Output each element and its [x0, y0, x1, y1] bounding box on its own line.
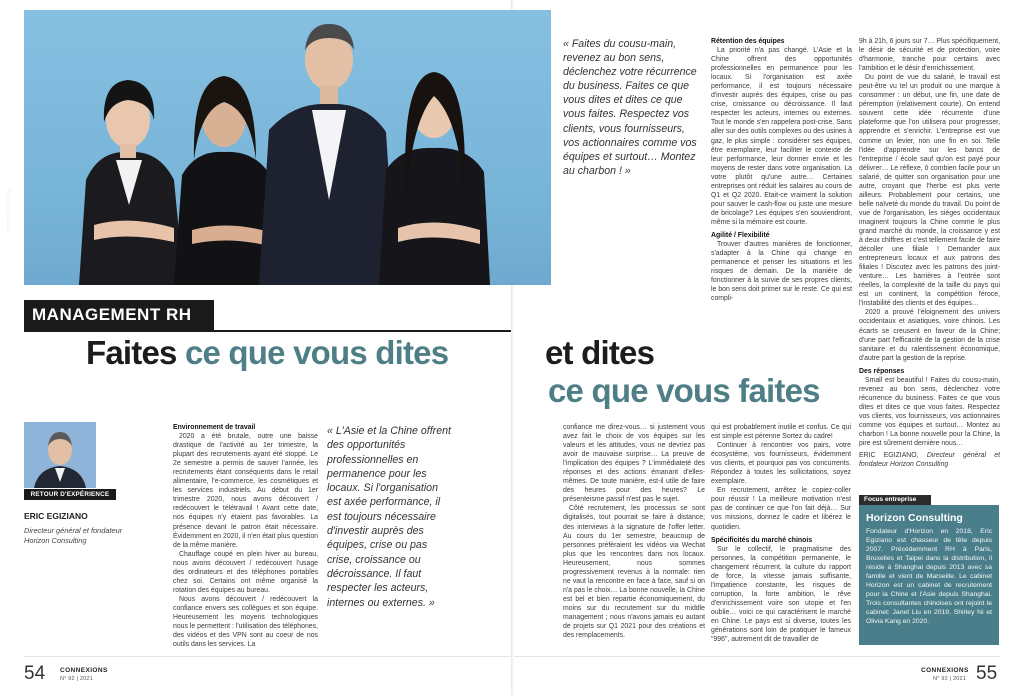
paragraph: Nous avons découvert / redécouvert la confiance envers ses collègues et son équipe. Heureusement les moyens technologiques nous le permettent : l'utilisation des téléphones, des vidéos et des VPN sont au coeur de nos outils dans les services. La: [173, 595, 318, 649]
team-photo: [24, 10, 551, 285]
headline-part-3: et dites: [545, 334, 655, 371]
paragraph: confiance me direz-vous… si justement vous avez fait le choix de vos équipes sur les valeurs et les attitudes, vous ne devriez pas avoir de mauvaise surprise… La preuve de l'implication des équipes ? L'immédiateté des réponses et des actions émanant d'elles-mêmes. De toute manière, est-il utile de faire des heures pour des heures? Le présenteisme passif n'est pas le sujet.: [563, 424, 705, 504]
signature-name: ERIC EGIZIANO,: [859, 452, 919, 460]
page-number-right: 55: [976, 663, 998, 684]
subheading: Environnement de travail: [173, 424, 256, 431]
focus-box: [859, 505, 999, 645]
author-name: ERIC EGIZIANO: [24, 511, 88, 521]
article-column-4: [711, 423, 851, 645]
headline-line-1: [86, 332, 448, 374]
pull-quote-top: « Faites du cousu-main, revenez au bon sens, déclenchez votre récurrence du business. Faites ce que vous dites et dites ce que vous faites. Respectez vos clients, vous fournisseurs, vos actionnaires comme vos équipes et surtout… Montez au charbon ! »: [563, 38, 697, 177]
person-4: [379, 72, 490, 285]
paragraph: En recrutement, arrêtez le copiez-coller pour réussir ! La meilleure motivation n'est pas de continuer ce que l'on fait déjà… Sur vos missions, donnez le cadre et libérez le quotidien.: [711, 487, 851, 531]
subheading: Spécificités du marché chinois: [711, 536, 813, 544]
author-portrait: [24, 422, 96, 488]
headline-part-4: ce que vous faites: [548, 372, 820, 409]
section-label: MANAGEMENT RH: [24, 300, 214, 330]
article-column-1: [173, 423, 318, 649]
focus-title: Horizon Consulting: [866, 512, 963, 524]
footer-rule-right: [514, 656, 1000, 657]
paragraph: Sur le collectif, le pragmatisme des personnes, la compétition permanente, le changement récurrent, la culture du rapport de force, la vitesse jamais suffisante, l'impatience constante, les risques de corruption, la forte ambition, le rêve d'enrichissement voire son utopie et l'en oublie… voici ce qui caractérisent le marché en Chine. Le pays est si diverse, toutes les générations sont loin de pratiquer le fameux "996", autrement dit de travailler de: [711, 545, 851, 644]
paragraph: Trouver d'autres manières de fonctionner, s'adapter à la Chine qui change en permanence et penser les situations et les risques de demain. De la manière de fonctionner à la survie de ses propres clients, le bon sens doit primer sur le reste. Ce qui est compli-: [711, 241, 852, 303]
subheading: Des réponses: [859, 367, 905, 375]
magazine-issue: N° 92 | 2021: [933, 676, 966, 682]
magazine-name-left: [60, 667, 108, 683]
headline-part-1: Faites: [86, 334, 185, 371]
magazine-title: CONNEXIONS: [921, 667, 969, 674]
paragraph: Côté recrutement, les processus se sont digitalisés, tout pourrait se faire à distance; des interviews à la signature de l'offer letter. Au cours du 1er semestre, beaucoup de personnes préféraient les vidéos via Wechat plus que les rencontres dans nos locaux. Heureusement, nous sommes progressivement revenus à la normale: rien ne vaut la rencontre en face à face, sauf si on n'a pas le choix… La bonne nouvelle, la Chine est bel et bien repartie économiquement, du moins sur du recrutement sur du middle management ; nous n'avons jamais eu autant de projets sur Q1 2021 pour des créations et des remplacements.: [563, 505, 705, 640]
paragraph: Small est beautiful ! Faites du cousu-main, revenez au bon sens, déclenchez votre récurrence du business. Faites ce que vous dites et dites ce que vous faites. Respectez vos clients, vos fournisseurs, vos actionnaires comme vos équipes et surtout… Montez au charbon ! La bonne nouvelle pour la Chine, la pire est sûrement dernière nous…: [859, 376, 1000, 448]
paragraph: Chauffage coupé en plein hiver au bureau, nous avons découvert / redécouvert l'usage des ordinateurs et des téléphones portables chez soi. Certains ont même organisé la rotation des équipes au bureau.: [173, 550, 318, 594]
photo-credit: Horizon Consulting: [6, 189, 12, 232]
magazine-name-right: [921, 667, 969, 683]
paragraph: Du point de vue du salarié, le travail est peut-être vu tel un produit ou une marque à consommer : un début, une fin, une date de péremption (relativement courte). On entend souvent cette idée récurrente d'une plateforme que l'on utilisera pour progresser, apprendre et s'enrichir. L'entreprise est vue comme un levier, non une fin en soi. Telle l'idée d'apprendre sur les bancs de l'entreprise / école sauf qu'on est payé pour délivrer… Le réflexe, ô combien facile pour un salarié, de quitter son organisation pour une autre, croyant que l'herbe est plus verte ailleurs. Probablement pour certains, une belle naïveté du monde du travail. Du point de vue de l'organisation, les sièges occidentaux imaginent toujours la Chine comme le plus grand marché du monde, la croissance y est à deux chiffres et c'est tellement facile de faire décoller une filiale ! Demander aux entrepreneurs locaux et aux patrons des filiales ! Discutez avec les patrons des joint-venture… Les barrières à l'entrée sont réelles, la complexité de la taille du pays qui est un continent, la compétition féroce, l'instabilité des clients et des équipes…: [859, 74, 1000, 308]
focus-text: Fondateur d'Horizon en 2018, Eric Egiziano est chasseur de tête depuis 2007. Précédemment RH à Paris, Bruxelles et Taipei dans la distribution, il réside à Shanghai depuis 2013 avec sa famille et vient de Marseille. Le cabinet Horizon est un cabinet de recrutement pour la Chine et l'Asie depuis Shanghai. Trois consultantes chinoises ont rejoint le cabinet: Janet Liu en 2019, Shirley Ni et Olivia Kang en 2020.: [866, 528, 992, 625]
magazine-title: CONNEXIONS: [60, 667, 108, 674]
subheading: Rétention des équipes: [711, 38, 785, 45]
experience-badge: RETOUR D'EXPÉRIENCE: [24, 489, 116, 500]
article-column-3: [563, 423, 705, 645]
person-1: [79, 80, 184, 285]
headline-part-2: ce que vous dites: [184, 334, 449, 371]
focus-tab: Focus entreprise: [859, 495, 931, 505]
author-role: Directeur général et fondateur Horizon Consulting: [24, 526, 123, 545]
signature: [859, 451, 1000, 469]
team-photo-figures: [24, 10, 551, 285]
paragraph: La priorité n'a pas changé. L'Asie et la Chine offrent des opportunités professionnelles en permanence pour les locaux. Si l'organisation est axée performance, il est toujours nécessaire d'investir auprès des équipes, crise ou pas crise, croissance ou décroissance. Il faut respecter les acteurs, internes ou externes. Tout le monde s'en rappelera post-crise. Sans aller sur des outils complexes ou des usines à gaz, le plus simple : considérer ses équipes, être exemplaire, leur faciliter le contexte de leur performance, leur donner envie et les moyens de rester dans votre organisation. La votre plutôt qu'une autre… Certaines entreprises ont réduit les salaires au cours de Q1 et Q2 2020. Etait-ce vraiment la solution pour sauver le cash-flow ou juste une mesure de bricolage? Les équipes s'en souviendront, même si la mémoire est courte.: [711, 47, 852, 226]
magazine-issue: N° 92 | 2021: [60, 676, 93, 682]
paragraph: 2020 a été brutale, outre une baisse drastique de l'activité au 1er trimestre, la plupart des recrutements ayant été stoppé. Le 2e semestre a permis de sauver l'année, les recrutements étant conséquents dans le retail alimentaire, l'e-commerce, les cosmétiques et les services industriels. Au début du 1er trimestre 2020, nous avons découvert / redécouvert le télétravail ! Avant cette date, nos équipes n'y étaient pas favorables. La présence devant le patron était nécessaire. Évidemment en 2020, il n'en était plus question de la même manière.: [173, 433, 318, 549]
subheading: Agilité / Flexibilité: [711, 231, 770, 239]
paragraph: 9h à 21h, 6 jours sur 7… Plus spécifiquement, le désir de sécurité et de protection, voire d'harmonie, tranche pour certains avec l'ambition et le désir d'enrichissement.: [859, 38, 1000, 73]
avatar: [24, 422, 96, 488]
article-column-6: [859, 37, 1000, 487]
paragraph: 2020 a prouvé l'éloignement des univers occidentaux et asiatiques, voire chinois. Les écarts se creusent en faveur de la Chine; d'une part l'efficacité de la gestion de la crise sanitaire et du ralentissement économique, d'autre part la gestion de la reprise.: [859, 309, 1000, 362]
pull-quote-middle: « L'Asie et la Chine offrent des opportunités professionnelles en permanence pour les locaux. Si l'organisation est axée performance, il est toujours nécessaire d'investir auprès des équipes, crise ou pas crise, croissance ou décroissance. Il faut respecter les acteurs, internes ou externes. »: [327, 425, 451, 609]
person-3: [259, 24, 396, 285]
footer-rule-left: [24, 656, 511, 657]
article-column-5: [711, 37, 852, 303]
page-number-left: 54: [24, 663, 46, 684]
paragraph: qui est probablement inutile et confus. Ce qui est simple est pérenne Sortez du cadre!: [711, 424, 851, 441]
paragraph: Continuer à rencontrer vos pairs, votre écosystème, vos fournisseurs, évidemment vos clients, et pourquoi pas vos concurrents. Répondez à toutes les sollicitations, soyez exemplaire.: [711, 442, 851, 486]
signature-role: Directeur général et fondateur Horizon Consulting: [859, 452, 1001, 469]
